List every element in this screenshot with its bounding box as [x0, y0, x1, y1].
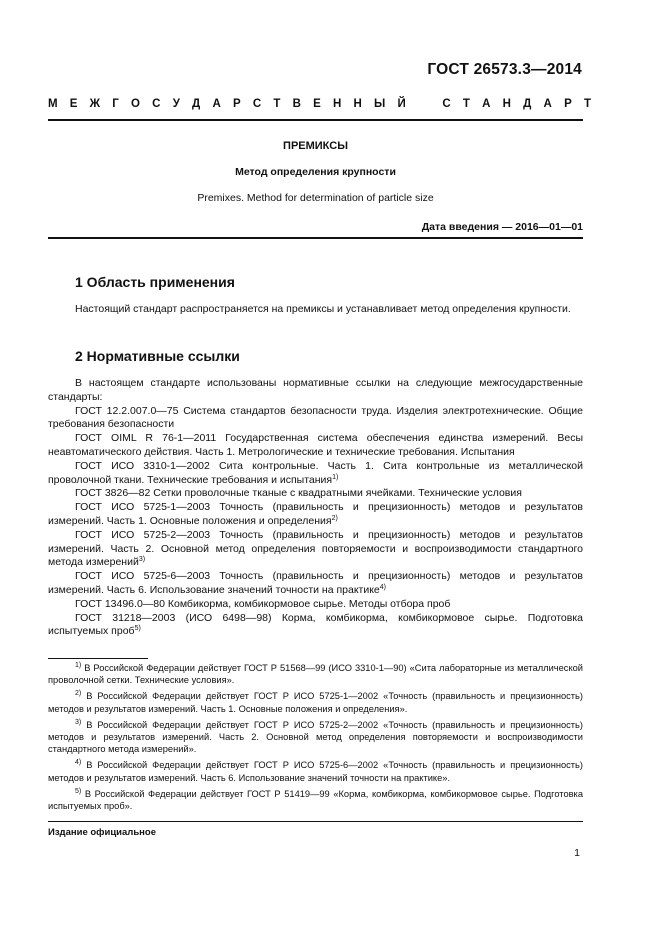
normative-reference [48, 460, 583, 488]
official-edition-label: Издание официальное [48, 827, 156, 838]
standard-subtitle: Метод определения крупности [235, 166, 396, 178]
footnote-mark: 2) [75, 690, 82, 698]
banner-letter: Т [583, 98, 591, 110]
footnote [48, 662, 583, 687]
section-1-paragraph: Настоящий стандарт распространяется на премиксы и устанавливает метод определения крупности. [75, 303, 571, 315]
footnote-marker: 5) [134, 625, 141, 633]
footnote-text: В Российской Федерации действует ГОСТ Р ИСО 5725-6—2002 «Точность (правильность и прецизионность) методов и результатов измерений. Часть 6. Использование значений точности на практике». [48, 760, 583, 783]
footnote-mark: 3) [75, 718, 82, 726]
section-1-heading: 1 Область применения [75, 274, 235, 290]
document-designation: ГОСТ 26573.3—2014 [427, 61, 582, 78]
normative-reference [48, 405, 583, 433]
banner-letter: Р [232, 98, 241, 110]
page-number: 1 [574, 847, 580, 859]
banner-letter: Н [353, 98, 362, 110]
banner-letter: Д [523, 98, 532, 110]
banner-letter: Т [273, 98, 281, 110]
reference-text: ГОСТ 13496.0—80 Комбикорма, комбикормовое сырье. Методы отбора проб [75, 597, 451, 610]
reference-text: ГОСТ ИСО 5725-6—2003 Точность (правильность и прецизионность) методов и результатов измерений. Часть 6. Использование значений точности на практике [48, 570, 583, 596]
banner-letter: С [252, 98, 262, 110]
footer-rule [48, 821, 583, 822]
footnote-mark: 1) [75, 662, 82, 669]
date-rule [48, 237, 583, 239]
banner-letter: Т [462, 98, 470, 110]
banner-letter: М [48, 98, 58, 110]
footnote-mark: 5) [75, 787, 82, 795]
footnote [48, 690, 583, 715]
header-rule [48, 119, 583, 121]
banner-letter: Н [502, 98, 511, 110]
banner-letter: Р [564, 98, 572, 110]
banner-letter: А [212, 98, 221, 110]
banner-letter: Е [313, 98, 321, 110]
banner-letter: Г [112, 98, 119, 110]
section-2-body [48, 377, 583, 639]
normative-reference [48, 598, 583, 612]
normative-reference [48, 570, 583, 598]
footnotes [48, 662, 583, 816]
normative-reference [48, 612, 583, 640]
footnote-text: В Российской Федерации действует ГОСТ Р ИСО 5725-1—2002 «Точность (правильность и прецизионность) методов и результатов измерений. Часть 1. Основные положения и определения». [48, 691, 583, 714]
footnote-text: В Российской Федерации действует ГОСТ Р 51568—99 (ИСО 3310-1—90) «Сита лабораторные из металлической проволочной сетки. Технические условия». [48, 663, 583, 686]
reference-text: ГОСТ 12.2.007.0—75 Система стандартов безопасности труда. Изделия электротехнические. Общие требования безопасности [48, 404, 583, 431]
banner-letter: Ж [89, 98, 101, 110]
banner-letter: А [543, 98, 552, 110]
footnote-text: В Российской Федерации действует ГОСТ Р ИСО 5725-2—2002 «Точность (правильность и прецизионность) методов и результатов измерений. Часть 2. Основной метод определения повторяемости и воспроизводимости стандартного метода измерений». [48, 719, 583, 755]
banner-letter: В [292, 98, 301, 110]
footnote-marker: 2) [331, 514, 338, 522]
section-2-heading: 2 Нормативные ссылки [75, 348, 240, 364]
footnote [48, 788, 583, 813]
normative-reference [48, 529, 583, 570]
footnote-mark: 4) [75, 759, 82, 767]
banner-letter: Ы [374, 98, 386, 110]
footnote-text: В Российской Федерации действует ГОСТ Р 51419—99 «Корма, комбикорма, комбикормовое сырье. Подготовка испытуемых проб». [48, 788, 583, 812]
reference-text: ГОСТ 3826—82 Сетки проволочные тканые с квадратными ячейками. Технические условия [75, 487, 522, 500]
banner-letter: Е [69, 98, 78, 110]
normative-reference [48, 432, 583, 460]
section-1-body [48, 303, 583, 317]
interstate-standard-banner [48, 98, 591, 110]
banner-letter: С [152, 98, 161, 110]
section-2-intro: В настоящем стандарте использованы нормативные ссылки на следующие межгосударственные стандарты: [48, 377, 583, 403]
normative-reference [48, 487, 583, 501]
footnote-rule [48, 658, 148, 659]
banner-letter: О [131, 98, 140, 110]
footnote-marker: 3) [138, 556, 146, 564]
standard-title: ПРЕМИКСЫ [283, 140, 348, 152]
footnote-marker: 1) [332, 473, 339, 481]
banner-letter: Й [397, 98, 406, 110]
reference-text: ГОСТ ИСО 3310-1—2002 Сита контрольные. Часть 1. Сита контрольные из металлической проволочной ткани. Технические требования и испытания [48, 459, 583, 486]
banner-letter: У [172, 98, 180, 110]
standard-title-english: Premixes. Method for determination of particle size [197, 192, 434, 204]
banner-letter: А [482, 98, 491, 110]
footnote [48, 759, 583, 784]
normative-reference [48, 501, 583, 529]
reference-text: ГОСТ OIML R 76-1—2011 Государственная система обеспечения единства измерений. Весы неавтоматического действия. Часть 1. Метрологические и технические требования. Испытания [48, 432, 583, 458]
reference-text: ГОСТ ИСО 5725-2—2003 Точность (правильность и прецизионность) методов и результатов измерений. Часть 2. Основной метод определения повторяемости и воспроизводимости стандартного метода измерений [48, 528, 583, 569]
reference-text: ГОСТ 31218—2003 (ИСО 6498—98) Корма, комбикорма, комбикормовое сырье. Подготовка испытуемых проб [48, 611, 583, 638]
banner-letter: Д [192, 98, 201, 110]
banner-letter: С [442, 98, 451, 110]
footnote [48, 719, 583, 756]
footnote-marker: 4) [379, 583, 387, 591]
introduction-date: Дата введения — 2016—01—01 [421, 221, 583, 233]
reference-text: ГОСТ ИСО 5725-1—2003 Точность (правильность и прецизионность) методов и результатов измерений. Часть 1. Основные положения и определения [48, 501, 583, 527]
banner-letter: Н [332, 98, 342, 110]
